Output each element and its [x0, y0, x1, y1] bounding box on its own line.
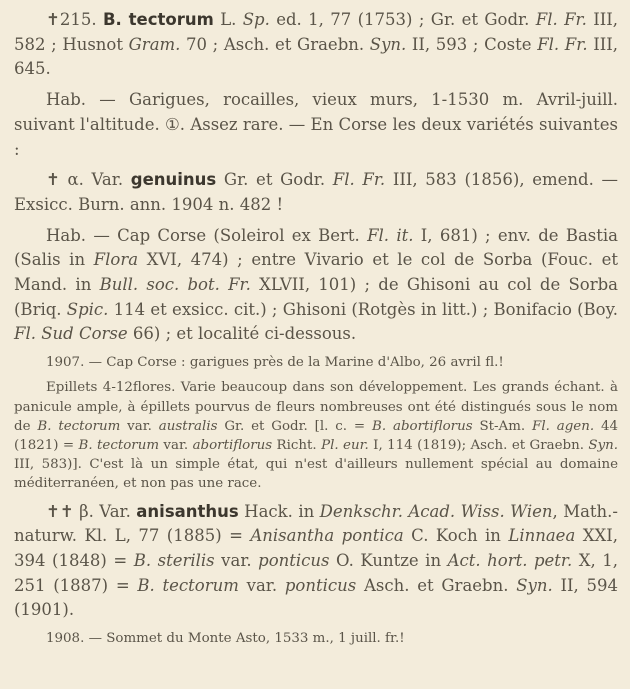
note-italic: B. abortiflorus — [372, 418, 473, 434]
citation-italic: Act. hort. petr. — [447, 550, 573, 570]
citation-italic: Syn. — [369, 34, 407, 54]
species-heading — [14, 8, 618, 82]
species-name: B. tectorum — [102, 10, 214, 29]
citation-text: var. — [214, 550, 259, 570]
note-text: Richt. — [272, 437, 322, 453]
citation-text: II, 593 ; Coste — [406, 34, 538, 54]
citation-italic: Denkschr. Acad. Wiss. Wien — [319, 501, 553, 521]
record-1907: 1907. — Cap Corse : garigues près de la Marine d'Albo, 26 avril fl.! — [46, 355, 504, 371]
habitat-text: XVI, 474) ; entre Vivario et le col de Sorba (Fouc. et Mand. in — [14, 250, 618, 295]
citation-italic: ponticus — [284, 575, 357, 595]
habitat-paragraph: Hab. — Garigues, rocailles, vieux murs, 1-1530 m. Avril-juill. suivant l'altitude. ①. Assez rare. — En Corse les deux variétés suivantes : — [14, 90, 618, 159]
habitat-text: I, 681) ; env. de Bastia (Salis in — [14, 225, 618, 270]
variety-alpha-heading — [14, 168, 618, 217]
habitat-text: XLVII, 101) ; de Ghisoni au col de Sorba (Briq. — [14, 275, 618, 319]
variety-marker: ✝ α. Var. — [46, 170, 131, 190]
note-text: III, 583)]. C'est là un simple état, qui n'est d'ailleurs nullement spécial au domaine méditerranéen, et non pas une race. — [14, 457, 618, 492]
note-italic: B. tectorum — [78, 437, 160, 453]
note-text: St-Am. — [472, 418, 533, 434]
note-text: I, 114 (1819); Asch. et Graebn. — [368, 437, 589, 453]
citation-italic: Gram. — [128, 34, 181, 54]
variety-marker: ✝✝ β. Var. — [46, 501, 137, 521]
note-italic: Fl. agen. — [532, 418, 595, 434]
citation-text: var. — [238, 575, 285, 595]
variety-alpha-habitat — [14, 224, 618, 348]
citation-text: L. — [213, 10, 243, 29]
citation-text: , Math.-naturw. Kl. L, 77 (1885) = — [14, 501, 619, 546]
citation-italic: Anisantha pontica — [250, 526, 404, 546]
note-text: Gr. et Godr. [l. c. = — [217, 418, 373, 434]
note-italic: abortiflorus — [192, 437, 273, 453]
habitat-text: 114 et exsicc. cit.) ; Ghisoni (Rotgès in litt.) ; Bonifacio (Boy. — [108, 299, 618, 319]
citation-text: III, 645. — [14, 34, 618, 79]
habitat-italic: Flora — [93, 250, 139, 270]
habitat-text: Hab. — Cap Corse (Soleirol ex Bert. — [46, 225, 368, 245]
citation-text: XXI, 394 (1848) = — [14, 526, 618, 570]
habitat-italic: Spic. — [66, 299, 109, 319]
citation-italic: Fl. Fr. — [535, 10, 587, 29]
variety-name: anisanthus — [136, 501, 239, 521]
citation-text: O. Kuntze in — [329, 550, 448, 570]
citation-text: III, 583 (1856), emend. — Exsicc. Burn. ann. 1904 n. 482 ! — [14, 170, 619, 214]
citation-italic: ponticus — [258, 550, 330, 570]
habitat-italic: Bull. soc. bot. Fr. — [99, 275, 251, 295]
citation-italic: Fl. Fr. — [537, 34, 588, 54]
citation-italic: B. tectorum — [137, 575, 239, 595]
note-text: Epillets 4-12flores. Varie beaucoup dans son développement. Les grands échant. à panicule ample, à épillets pourvus de fleurs nombreuses ont été distingués sous le nom de — [14, 380, 618, 434]
citation-italic: Linnaea — [508, 526, 576, 546]
species-marker: ✝215. — [46, 10, 97, 29]
citation-text: ed. 1, 77 (1753) ; Gr. et Godr. — [269, 10, 536, 29]
habitat-italic: Fl. it. — [367, 225, 414, 245]
variety-name: genuinus — [130, 170, 217, 190]
citation-text: X, 1, 251 (1887) = — [14, 550, 619, 595]
note-italic: australis — [158, 418, 218, 434]
citation-italic: Sp. — [242, 10, 270, 29]
note-text: var. — [120, 418, 159, 434]
citation-text: 70 ; Asch. et Graebn. — [180, 34, 370, 54]
note-italic: B. tectorum — [37, 418, 121, 434]
citation-italic: B. sterilis — [133, 550, 215, 570]
note-italic: Pl. eur. — [321, 437, 369, 453]
note-text: var. — [159, 437, 193, 453]
note-paragraph — [14, 378, 618, 493]
citation-text: Hack. in — [238, 501, 320, 521]
citation-text: C. Koch in — [403, 526, 509, 546]
citation-text: II, 594 (1901). — [14, 575, 618, 620]
citation-text: III, 582 ; Husnot — [14, 10, 619, 54]
citation-italic: Fl. Fr. — [332, 170, 386, 190]
note-italic: Syn. — [588, 437, 619, 453]
variety-beta-heading — [14, 500, 618, 624]
citation-italic: Syn. — [516, 575, 553, 595]
record-1908: 1908. — Sommet du Monte Asto, 1533 m., 1 juill. fr.! — [46, 631, 405, 647]
note-text: 44 (1821) = — [14, 418, 619, 453]
habitat-italic: Fl. Sud Corse — [14, 324, 128, 344]
citation-text: Asch. et Graebn. — [356, 575, 517, 595]
citation-text: Gr. et Godr. — [216, 170, 333, 190]
habitat-text: 66) ; et localité ci-dessous. — [127, 324, 357, 344]
